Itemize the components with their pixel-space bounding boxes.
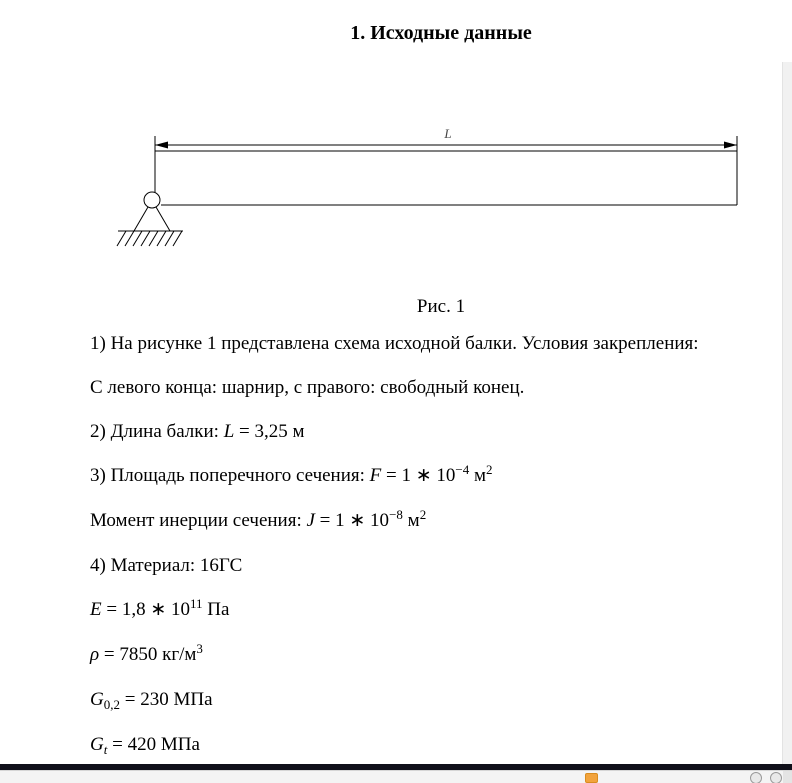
text-run: Момент инерции сечения:: [90, 510, 307, 531]
paragraph-4: [90, 464, 770, 489]
figure-caption: Рис. 1: [416, 296, 466, 317]
math-variable: G: [90, 689, 104, 710]
text-run: = 420 МПа: [107, 734, 200, 755]
text-run: С левого конца: шарнир, с правого: свободный конец.: [90, 377, 525, 398]
paragraph-9: [90, 688, 770, 713]
ground-hatching: [117, 231, 182, 246]
paragraph-2: [90, 376, 770, 400]
superscript: 2: [419, 507, 427, 522]
text-run: 4) Материал: 16ГС: [90, 555, 243, 576]
status-bar: [0, 770, 792, 783]
paragraph-3: [90, 420, 770, 444]
text-run: м: [469, 465, 487, 486]
text-run: = 1,8 ∗ 10: [101, 599, 190, 620]
subscript: 0,2: [103, 697, 120, 712]
superscript: −4: [455, 462, 470, 477]
text-run: = 3,25 м: [234, 421, 305, 442]
paragraph-7: [90, 598, 770, 623]
text-run: = 1 ∗ 10: [314, 510, 390, 531]
math-variable: ρ: [90, 644, 100, 665]
paragraph-6: [90, 554, 770, 578]
text-run: м: [402, 510, 420, 531]
subscript: t: [103, 742, 108, 757]
text-run: Па: [202, 599, 230, 620]
text-run: 3) Площадь поперечного сечения:: [90, 465, 370, 486]
text-run: = 1 ∗ 10: [381, 465, 456, 486]
math-variable: E: [90, 599, 102, 620]
math-variable: F: [369, 465, 382, 486]
superscript: 11: [190, 596, 203, 611]
orange-indicator-icon[interactable]: [585, 773, 598, 783]
superscript: −8: [389, 507, 403, 522]
superscript: 3: [196, 641, 203, 656]
status-circle-icon[interactable]: [750, 772, 762, 783]
beam-outline: [155, 151, 737, 205]
scrollbar-corner: [783, 771, 792, 783]
dimension-label: L: [444, 126, 452, 141]
paragraph-8: [90, 643, 770, 668]
superscript: 2: [486, 462, 493, 477]
hinge-support: [118, 192, 183, 231]
math-variable: L: [223, 421, 235, 442]
math-variable: G: [90, 734, 104, 755]
text-run: = 7850 кг/м: [99, 644, 197, 665]
text-run: 2) Длина балки:: [90, 421, 224, 442]
math-variable: J: [306, 510, 315, 531]
status-circle-icon[interactable]: [770, 772, 782, 783]
text-run: = 230 МПа: [119, 689, 213, 710]
vertical-scrollbar[interactable]: [782, 62, 792, 764]
beam-scheme-figure: [0, 0, 792, 280]
paragraph-10: [90, 733, 770, 758]
text-run: 1) На рисунке 1 представлена схема исходной балки. Условия закрепления:: [90, 333, 699, 354]
paragraph-1: [90, 332, 770, 356]
body-text: [90, 332, 770, 778]
paragraph-5: [90, 509, 770, 534]
page-title: 1. Исходные данные: [350, 22, 532, 44]
